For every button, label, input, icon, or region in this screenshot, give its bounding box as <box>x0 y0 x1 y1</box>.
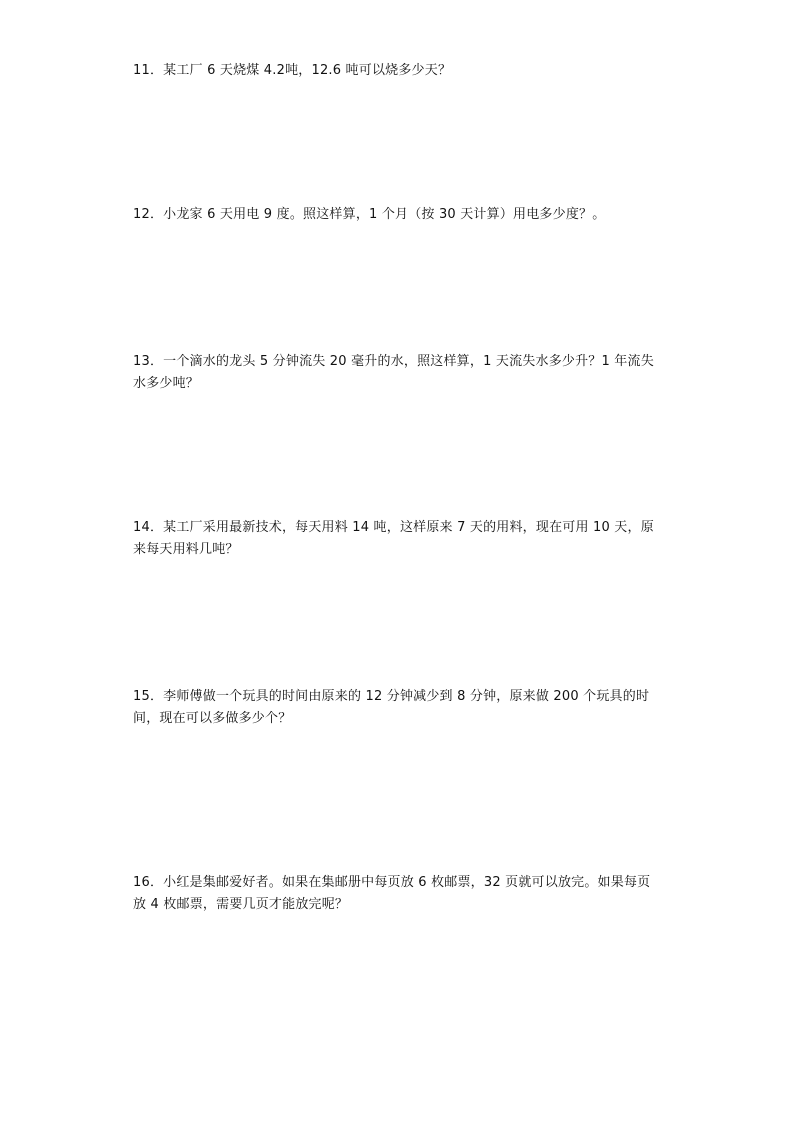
question-14: 14．某工厂采用最新技术，每天用料 14 吨，这样原来 7 天的用料，现在可用 10 天，原来每天用料几吨？ <box>133 520 654 557</box>
question-16: 16．小红是集邮爱好者。如果在集邮册中每页放 6 枚邮票，32 页就可以放完。如果每页放 4 枚邮票，需要几页才能放完呢？ <box>133 875 651 912</box>
question-13: 13．一个滴水的龙头 5 分钟流失 20 毫升的水，照这样算，1 天流失水多少升？1 年流失水多少吨？ <box>133 354 654 391</box>
question-11: 11．某工厂 6 天烧煤 4.2吨，12.6 吨可以烧多少天？ <box>133 63 452 78</box>
question-12: 12．小龙家 6 天用电 9 度。照这样算，1 个月（按 30 天计算）用电多少度？。 <box>133 207 606 222</box>
question-15: 15．李师傅做一个玩具的时间由原来的 12 分钟减少到 8 分钟，原来做 200 个玩具的时间，现在可以多做多少个？ <box>133 689 650 726</box>
